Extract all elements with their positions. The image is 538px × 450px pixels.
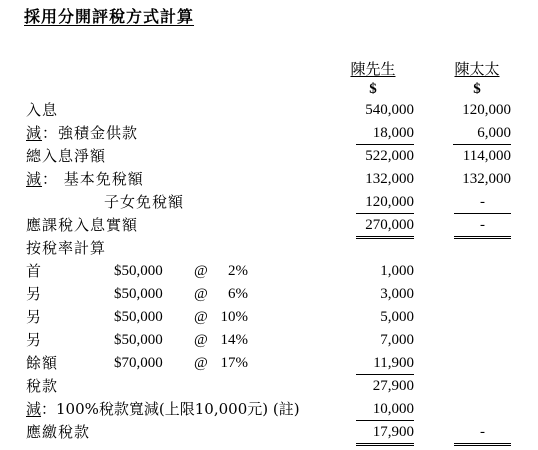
- bracket-row: [0, 352, 538, 374]
- bracket-at-sign: @: [194, 309, 208, 325]
- bracket-amount: $50,000: [114, 309, 163, 325]
- bracket-tax: 7,000: [380, 332, 414, 348]
- value-mrs: -: [454, 191, 511, 214]
- allow-rest: ： 基本免稅額: [42, 170, 144, 188]
- value-mr: 27,900: [372, 378, 414, 394]
- column-name-mrs: 陳太太: [454, 60, 500, 78]
- bracket-label: 另: [26, 331, 43, 349]
- bracket-label: 首: [26, 262, 43, 280]
- row-tax-reduction: [0, 398, 538, 420]
- bracket-rate: 17%: [220, 355, 248, 371]
- bracket-rate: 14%: [220, 332, 248, 348]
- row-label: 按稅率計算: [26, 239, 107, 257]
- bracket-label: 餘額: [26, 354, 59, 372]
- row-child-allowance: [0, 191, 538, 213]
- allow-word: 減: [26, 170, 43, 188]
- value-mr: 17,900: [356, 421, 414, 446]
- bracket-row: [0, 306, 538, 328]
- value-mrs: 114,000: [462, 148, 511, 164]
- row-mpf: [0, 122, 538, 144]
- value-mr: 270,000: [356, 214, 414, 239]
- row-label: 總入息淨額: [26, 147, 107, 165]
- column-header-mrs: [442, 58, 512, 98]
- column-name-mr: 陳先生: [350, 60, 396, 78]
- value-mr: 522,000: [365, 148, 414, 164]
- value-mr: 540,000: [365, 102, 414, 118]
- bracket-rate: 2%: [228, 263, 248, 279]
- bracket-rate: 6%: [228, 286, 248, 302]
- value-mrs: 132,000: [462, 171, 511, 187]
- currency-symbol-mrs: $: [473, 81, 481, 97]
- bracket-at-sign: @: [194, 355, 208, 371]
- row-net-income: [0, 145, 538, 167]
- value-mrs: 6,000: [453, 122, 511, 145]
- row-net-chargeable: [0, 214, 538, 236]
- currency-symbol-mr: $: [369, 81, 377, 97]
- bracket-row: [0, 283, 538, 305]
- value-mrs: 120,000: [462, 102, 511, 118]
- value-mrs: -: [454, 214, 511, 239]
- bracket-tax: 3,000: [380, 286, 414, 302]
- bracket-rate: 10%: [220, 309, 248, 325]
- value-mr: 10,000: [356, 398, 414, 421]
- bracket-amount: $50,000: [114, 286, 163, 302]
- row-progressive-header: [0, 237, 538, 259]
- bracket-at-sign: @: [194, 263, 208, 279]
- row-label: 入息: [26, 101, 59, 119]
- bracket-at-sign: @: [194, 286, 208, 302]
- row-label: [26, 122, 138, 144]
- value-mr: 18,000: [356, 122, 414, 145]
- row-label: 應課稅入息實額: [26, 216, 139, 234]
- row-basic-allowance: [0, 168, 538, 190]
- bracket-amount: $70,000: [114, 355, 163, 371]
- column-header-mr: [338, 58, 408, 98]
- row-income: [0, 99, 538, 121]
- bracket-tax: 11,900: [356, 352, 414, 375]
- bracket-amount: $50,000: [114, 263, 163, 279]
- deduct-rest: ：強積金供款: [42, 124, 139, 142]
- row-tax: [0, 375, 538, 397]
- row-label: [26, 168, 144, 190]
- bracket-tax: 1,000: [380, 263, 414, 279]
- value-mr: 132,000: [365, 171, 414, 187]
- row-label: 應繳稅款: [26, 423, 91, 441]
- row-label: [26, 398, 300, 420]
- value-mrs: -: [454, 421, 511, 446]
- bracket-row: [0, 329, 538, 351]
- bracket-tax: 5,000: [380, 309, 414, 325]
- reduction-rest: ：100%稅款寬減(上限10,000元) (註): [41, 400, 300, 418]
- bracket-label: 另: [26, 308, 43, 326]
- bracket-at-sign: @: [194, 332, 208, 348]
- deduct-word: 減: [26, 124, 43, 142]
- page-title: 採用分開評稅方式計算: [24, 7, 195, 26]
- reduction-word: 減: [26, 400, 42, 418]
- bracket-amount: $50,000: [114, 332, 163, 348]
- value-mr: 120,000: [356, 191, 414, 214]
- bracket-label: 另: [26, 285, 43, 303]
- row-label: 稅款: [26, 377, 59, 395]
- bracket-row: [0, 260, 538, 282]
- row-tax-payable: [0, 421, 538, 443]
- row-label: 子女免稅額: [104, 193, 185, 211]
